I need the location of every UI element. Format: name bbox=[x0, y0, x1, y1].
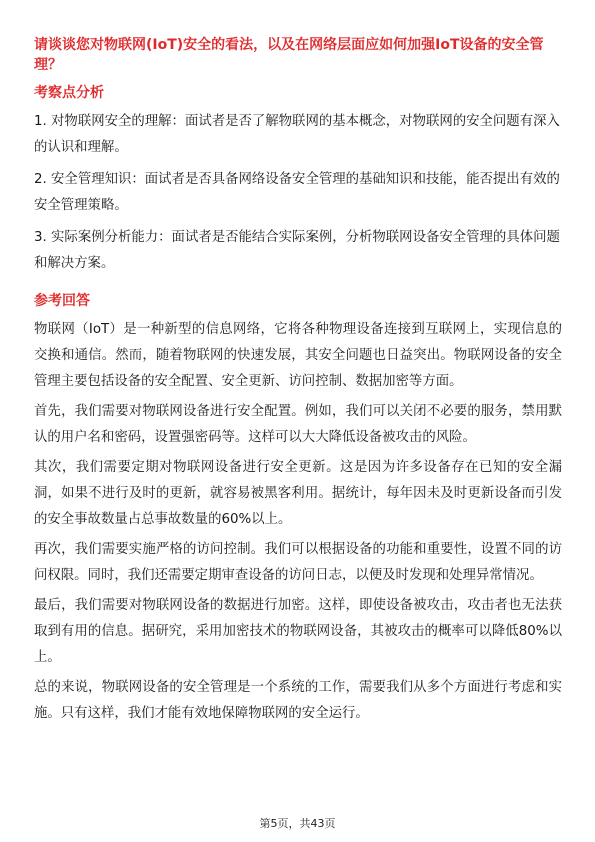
answer-paragraph-2: 首先，我们需要对物联网设备进行安全配置。例如，我们可以关闭不必要的服务，禁用默认的用户名和密码，设置强密码等。这样可以大大降低设备被攻击的风险。 bbox=[34, 404, 562, 445]
analysis-item-3: 3. 实际案例分析能力：面试者是否能结合实际案例，分析物联网设备安全管理的具体问题和解决方案。 bbox=[34, 230, 560, 271]
answer-heading: 参考回答 bbox=[34, 293, 90, 309]
analysis-heading: 考察点分析 bbox=[34, 85, 104, 101]
page-number: 第5页，共43页 bbox=[259, 817, 336, 830]
answer-paragraph-1: 物联网（IoT）是一种新型的信息网络，它将各种物理设备连接到互联网上，实现信息的交换和通信。然而，随着物联网的快速发展，其安全问题也日益突出。物联网设备的安全管理主要包括设备的安全配置、安全更新、访问控制、数据加密等方面。 bbox=[34, 322, 562, 389]
answer-paragraph-5: 最后，我们需要对物联网设备的数据进行加密。这样，即使设备被攻击，攻击者也无法获取到有用的信息。据研究，采用加密技术的物联网设备，其被攻击的概率可以降低80%以上。 bbox=[34, 598, 562, 665]
question-title: 请谈谈您对物联网(IoT)安全的看法，以及在网络层面应如何加强IoT设备的安全管理？ bbox=[34, 37, 544, 73]
analysis-item-2: 2. 安全管理知识：面试者是否具备网络设备安全管理的基础知识和技能，能否提出有效的安全管理策略。 bbox=[34, 172, 560, 213]
analysis-item-1: 1. 对物联网安全的理解：面试者是否了解物联网的基本概念，对物联网的安全问题有深入的认识和理解。 bbox=[34, 114, 560, 155]
answer-paragraph-3: 其次，我们需要定期对物联网设备进行安全更新。这是因为许多设备存在已知的安全漏洞，如果不进行及时的更新，就容易被黑客利用。据统计，每年因未及时更新设备而引发的安全事故数量占总事故数量的60%以上。 bbox=[34, 460, 562, 527]
answer-paragraph-6: 总的来说，物联网设备的安全管理是一个系统的工作，需要我们从多个方面进行考虑和实施。只有这样，我们才能有效地保障物联网的安全运行。 bbox=[34, 680, 562, 721]
answer-paragraph-4: 再次，我们需要实施严格的访问控制。我们可以根据设备的功能和重要性，设置不同的访问权限。同时，我们还需要定期审查设备的访问日志，以便及时发现和处理异常情况。 bbox=[34, 542, 562, 583]
content-area bbox=[34, 35, 562, 731]
